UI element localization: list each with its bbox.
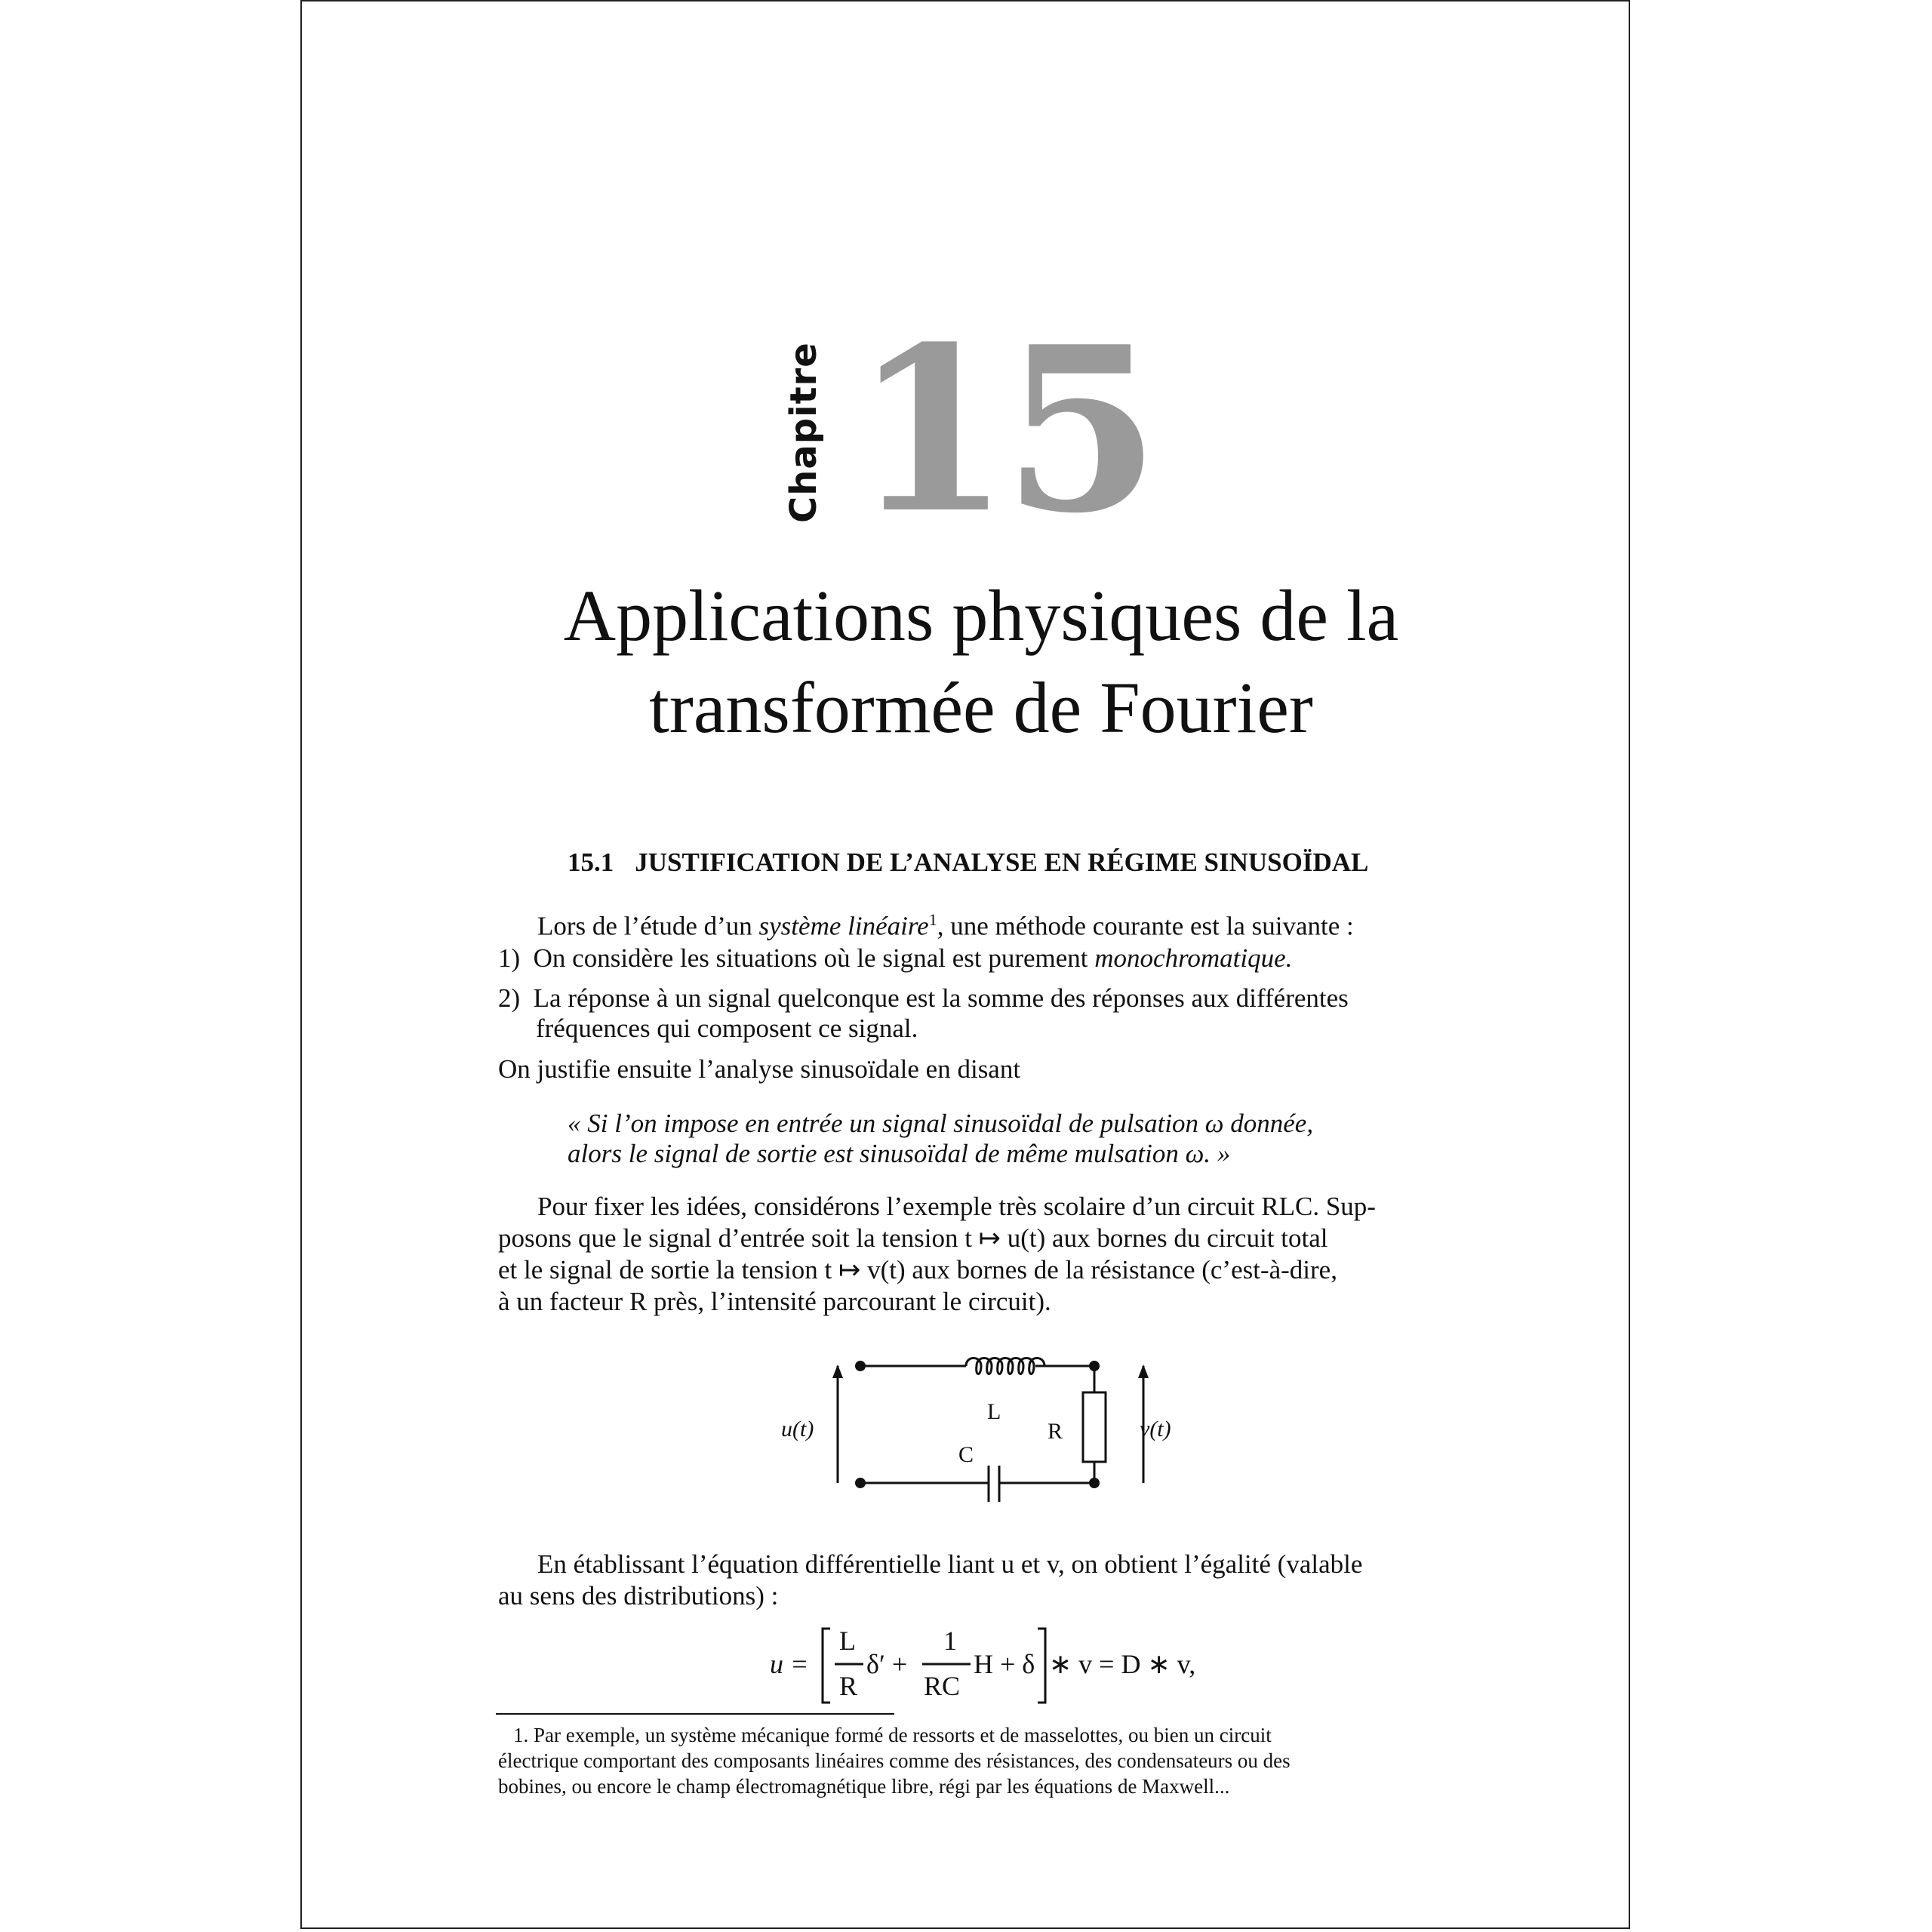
quote-line1: « Si l’on impose en entrée un signal sinusoïdal de pulsation ω donnée, (568, 1109, 1314, 1138)
output-label: v(t) (1140, 1417, 1171, 1441)
delta-prime-term: δ′ + (866, 1649, 908, 1679)
section-title: JUSTIFICATION DE L’ANALYSE EN RÉGIME SINUSOÏDAL (635, 848, 1369, 877)
paragraph-2-line1: Pour fixer les idées, considérons l’exemple très scolaire d’un circuit RLC. Sup- (537, 1192, 1376, 1221)
quote-line2: alors le signal de sortie est sinusoïdal de même mulsation ω. » (568, 1139, 1231, 1168)
intro-emphasis: système linéaire (758, 911, 929, 941)
left-bracket (823, 1629, 830, 1703)
list-item-emphasis: monochromatique. (1094, 943, 1293, 973)
list-number: 2) (498, 983, 521, 1013)
input-label: u(t) (781, 1417, 814, 1441)
list-item-text: On considère les situations où le signal est purement (533, 943, 1095, 973)
footnote-rule (496, 1713, 894, 1715)
paragraph-3-line1: En établissant l’équation différentielle liant u et v, on obtient l’égalité (valable (537, 1549, 1363, 1579)
frac1-denominator: R (839, 1671, 858, 1701)
capacitor-label: C (958, 1442, 974, 1467)
chapter-title-line2: transformée de Fourier (649, 667, 1313, 748)
equation-tail: H + δ (974, 1649, 1035, 1679)
intro-text-end: , une méthode courante est la suivante : (937, 911, 1354, 941)
list-item-2-cont: fréquences qui composent ce signal. (536, 1014, 918, 1043)
paragraph-2-line4: à un facteur R près, l’intensité parcourant le circuit). (498, 1287, 1051, 1316)
footnote-line1: 1. Par exemple, un système mécanique formé de ressorts et de masselottes, ou bien un circuit (513, 1724, 1272, 1746)
chapter-number: 15 (853, 297, 1153, 563)
frac1-numerator: L (839, 1626, 856, 1656)
inductor-label: L (987, 1399, 1001, 1424)
paragraph-2-line3: et le signal de sortie la tension t ↦ v(t) aux bornes de la résistance (c’est-à-dire, (498, 1255, 1337, 1284)
paragraph-2-line2: posons que le signal d’entrée soit la tension t ↦ u(t) aux bornes du circuit total (498, 1223, 1328, 1253)
chapter-title-line1: Applications physiques de la (563, 575, 1399, 656)
resistor-label: R (1048, 1419, 1063, 1444)
frac2-denominator: RC (924, 1671, 961, 1701)
list-number: 1) (498, 943, 521, 973)
footnote-marker: 1 (928, 910, 937, 929)
right-bracket (1038, 1629, 1045, 1703)
section-number: 15.1 (568, 848, 614, 877)
equation-rhs: ∗ v = D ∗ v, (1049, 1649, 1196, 1679)
list-item-text: La réponse à un signal quelconque est la somme des réponses aux différentes (533, 983, 1349, 1013)
footnote-line3: bobines, ou encore le champ électromagnétique libre, régi par les équations de Maxwell... (498, 1775, 1230, 1798)
frac2-numerator: 1 (943, 1626, 957, 1656)
footnote-line2: électrique comportant des composants linéaires comme des résistances, des condensateurs ou des (498, 1749, 1291, 1772)
justify-line: On justifie ensuite l’analyse sinusoïdale en disant (498, 1054, 1021, 1084)
equation-lhs: u = (770, 1649, 809, 1679)
chapter-label: Chapitre (783, 342, 825, 523)
paragraph-3-line2: au sens des distributions) : (498, 1581, 779, 1611)
intro-text: Lors de l’étude d’un (537, 911, 759, 941)
